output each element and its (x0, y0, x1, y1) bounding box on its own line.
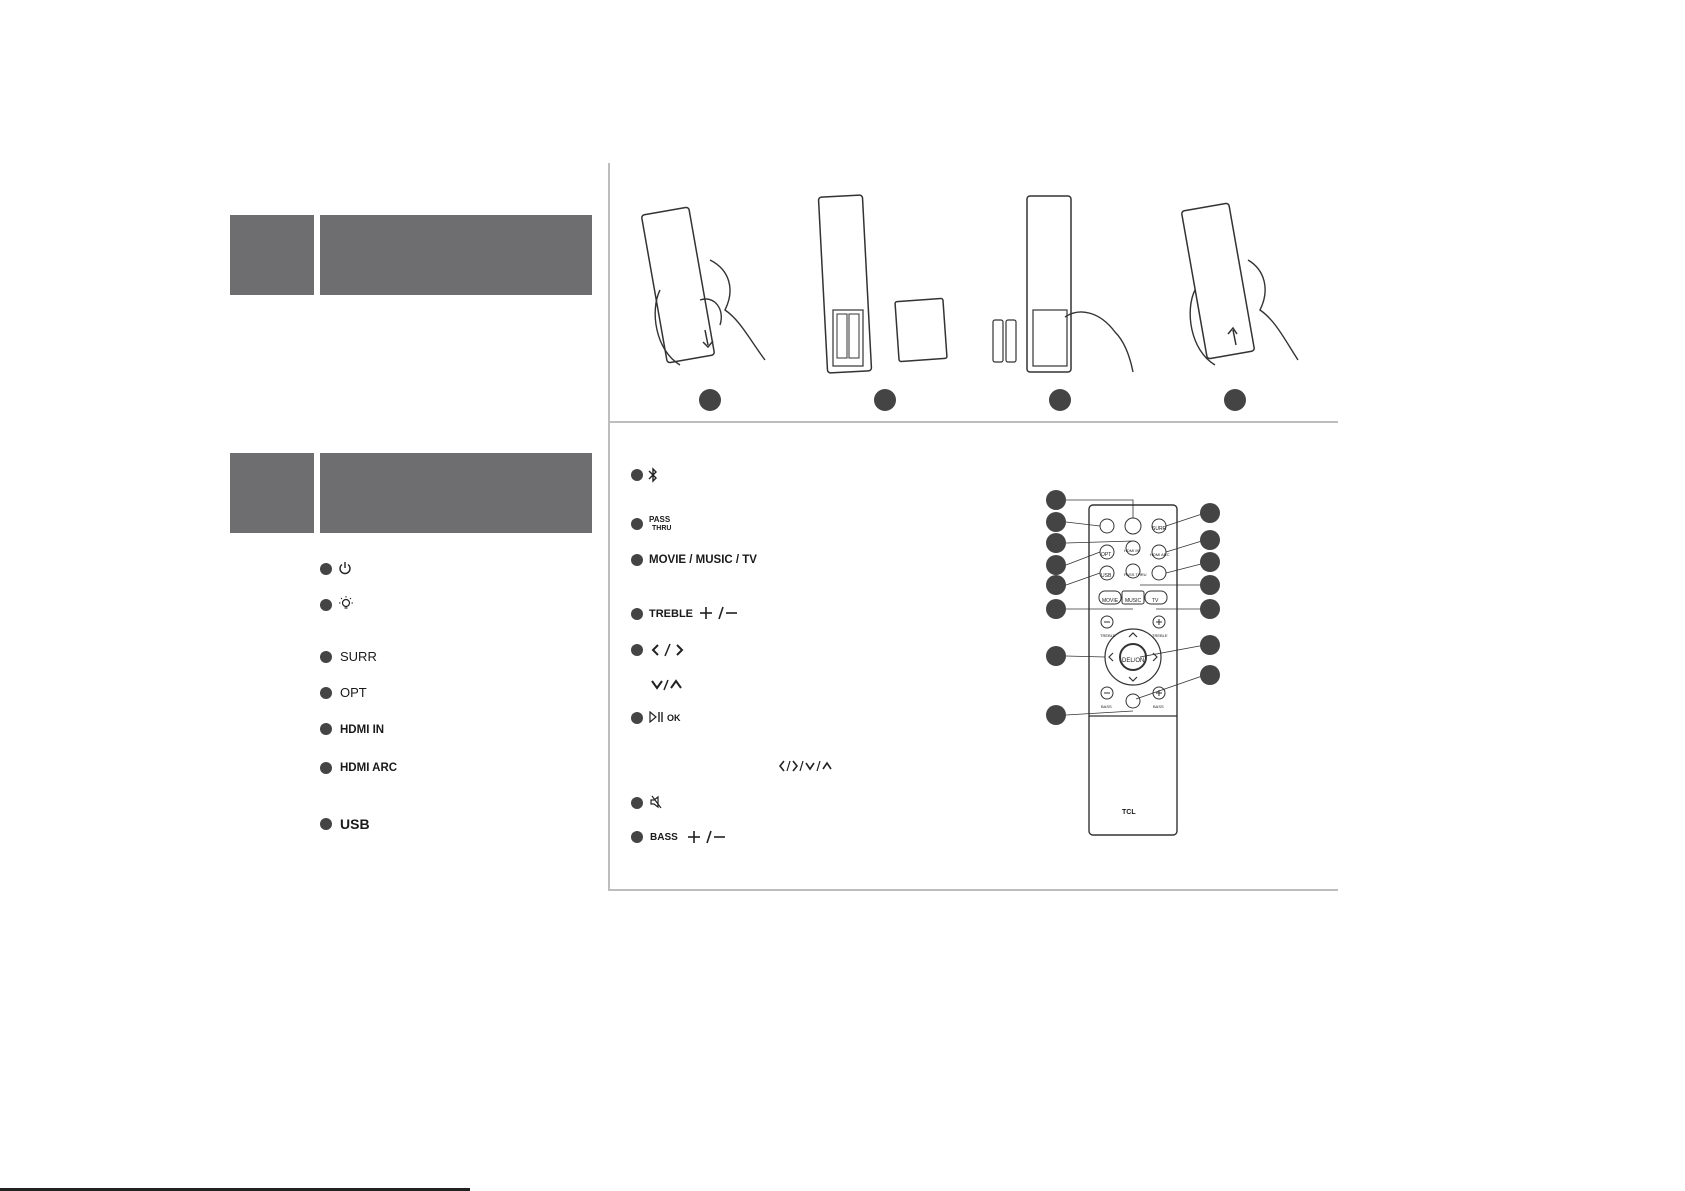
movie-music-tv-label: MOVIE / MUSIC / TV (649, 554, 757, 566)
nav-arrows-icon (778, 759, 834, 773)
mute-icon (649, 795, 663, 809)
callout-dot (1200, 530, 1220, 550)
step-number-1 (699, 389, 721, 411)
callout-dot (1200, 635, 1220, 655)
battery-step-2-illustration (815, 192, 955, 377)
callout-dot (1200, 575, 1220, 595)
callout-dot (1046, 490, 1066, 510)
plus-minus-icon (686, 828, 726, 846)
horizontal-divider-bottom (610, 889, 1338, 891)
list-bullet (320, 818, 332, 830)
callout-dot (1200, 552, 1220, 572)
list-bullet (631, 608, 643, 620)
ok-label: OK (667, 713, 681, 723)
callout-dot (1200, 665, 1220, 685)
remote-treble-plus-label: TREBLE (1152, 633, 1168, 638)
list-bullet (320, 687, 332, 699)
list-bullet (320, 762, 332, 774)
remote-pass-thru-label: PASS THRU (1124, 572, 1147, 577)
battery-step-3-illustration (985, 192, 1135, 377)
hdmi-in-label: HDMI IN (340, 724, 385, 736)
down-up-arrows-icon (650, 678, 684, 692)
section-number-box-1 (230, 215, 314, 295)
list-bullet (631, 644, 643, 656)
list-bullet (320, 563, 332, 575)
bass-label: BASS (650, 832, 678, 843)
section-title-box-2 (320, 453, 592, 533)
pass-label: PASS (649, 515, 671, 524)
opt-label: OPT (340, 685, 367, 700)
remote-tv-button: TV (1152, 598, 1159, 604)
remote-hdmi-in-label: HDMI IN (1124, 548, 1140, 553)
remote-brand-logo: TCL (1122, 809, 1136, 816)
thru-label: THRU (652, 525, 672, 532)
horizontal-divider-top (610, 421, 1338, 423)
remote-usb-label: USB (1101, 573, 1112, 579)
callout-dot (1046, 512, 1066, 532)
light-bulb-icon (337, 595, 355, 613)
list-bullet (631, 554, 643, 566)
remote-surr-label: SURR (1152, 526, 1167, 532)
callout-dot (1046, 533, 1066, 553)
play-pause-icon (649, 711, 665, 723)
power-icon (338, 561, 352, 575)
list-bullet (320, 723, 332, 735)
bluetooth-icon (648, 467, 658, 483)
remote-hdmi-arc-label: HDMI ARC (1150, 552, 1170, 557)
callout-dot (1046, 575, 1066, 595)
remote-ok-label: DEL/ON (1122, 658, 1145, 664)
list-bullet (631, 469, 643, 481)
remote-opt-label: OPT (1101, 552, 1112, 558)
list-bullet (631, 712, 643, 724)
remote-bass-minus-label: BASS (1101, 704, 1112, 709)
callout-dot (1046, 646, 1066, 666)
list-bullet (631, 797, 643, 809)
list-bullet (631, 831, 643, 843)
surr-label: SURR (340, 649, 377, 664)
hdmi-arc-label: HDMI ARC (340, 762, 398, 774)
treble-label: TREBLE (649, 608, 693, 620)
section-number-box-2 (230, 453, 314, 533)
remote-movie-button: MOVIE (1102, 598, 1119, 604)
battery-step-4-illustration (1170, 200, 1310, 380)
vertical-divider (608, 163, 610, 891)
section-title-box-1 (320, 215, 592, 295)
remote-bass-plus-label: BASS (1153, 704, 1164, 709)
list-bullet (631, 518, 643, 530)
remote-treble-minus-label: TREBLE (1100, 633, 1116, 638)
step-number-3 (1049, 389, 1071, 411)
list-bullet (320, 651, 332, 663)
callout-dot (1200, 599, 1220, 619)
list-bullet (320, 599, 332, 611)
remote-music-button: MUSIC (1125, 598, 1142, 604)
callout-dot (1200, 503, 1220, 523)
step-number-2 (874, 389, 896, 411)
callout-dot (1046, 599, 1066, 619)
step-number-4 (1224, 389, 1246, 411)
left-right-arrows-icon (650, 642, 686, 658)
usb-label: USB (340, 816, 370, 832)
callout-dot (1046, 555, 1066, 575)
callout-dot (1046, 705, 1066, 725)
plus-minus-icon (698, 604, 738, 622)
battery-step-1-illustration (640, 200, 780, 380)
